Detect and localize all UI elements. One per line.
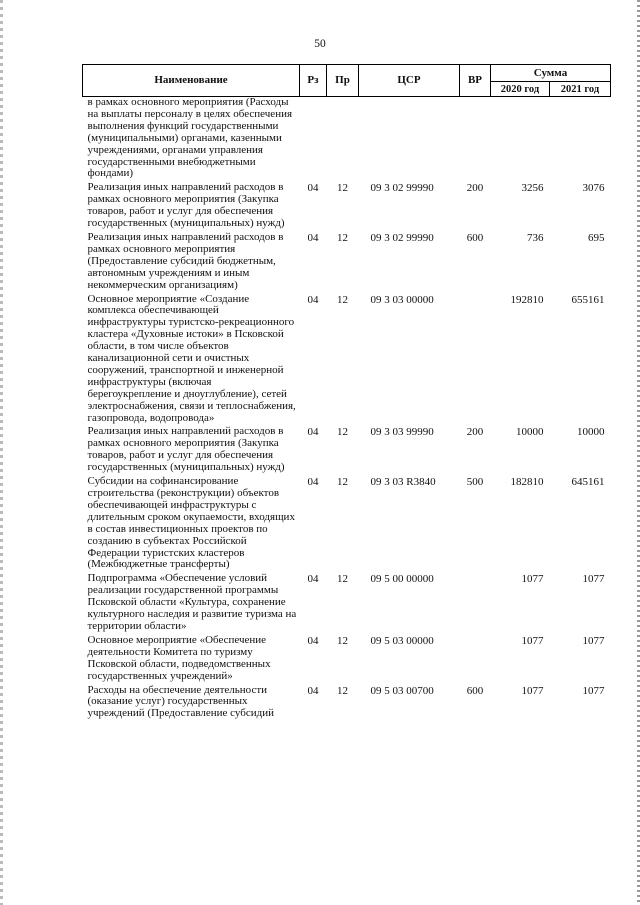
row-vr: 600 bbox=[466, 231, 484, 244]
row-name: Реализация иных направлений расходов в рамках основного мероприятия (Предоставление субсидий бюджетным, автономным учреждениям и иным некоммерческим организациям) bbox=[87, 230, 284, 291]
row-vr bbox=[460, 97, 491, 183]
row-sum-2021: 695 bbox=[588, 231, 605, 244]
header-csr: ЦСР bbox=[359, 65, 460, 97]
row-sum-2021: 645161 bbox=[571, 476, 605, 489]
row-rz: 04 bbox=[307, 476, 319, 489]
table-row bbox=[83, 476, 611, 573]
row-sum-2021: 10000 bbox=[577, 426, 605, 439]
budget-table bbox=[82, 64, 611, 722]
row-pr: 12 bbox=[337, 476, 348, 489]
row-pr: 12 bbox=[337, 684, 348, 697]
row-name: Подпрограмма «Обеспечение условий реализации государственной программы Псковской области «Культура, сохранение культурного наследия и развитие туризма на территории области» bbox=[87, 572, 297, 632]
table-row bbox=[83, 232, 611, 294]
row-name: Реализация иных направлений расходов в рамках основного мероприятия (Закупка товаров, работ и услуг для обеспечения государственных (муниципальных) нужд) bbox=[87, 181, 285, 230]
row-csr: 09 3 02 99990 bbox=[370, 182, 434, 195]
table-body bbox=[83, 97, 611, 723]
page-number: 50 bbox=[314, 38, 326, 50]
row-sum-2021: 1077 bbox=[582, 684, 605, 697]
row-sum-2021: 1077 bbox=[582, 573, 605, 586]
row-name: Основное мероприятие «Обеспечение деятельности Комитета по туризму Псковской области, подведомственных государственных учреждений» bbox=[87, 633, 271, 682]
row-sum-2020: 736 bbox=[527, 231, 544, 244]
row-rz: 04 bbox=[307, 182, 319, 195]
row-rz: 04 bbox=[307, 231, 319, 244]
row-pr: 12 bbox=[337, 231, 348, 244]
row-name: Субсидии на софинансирование строительства (реконструкции) объектов обеспечивающей инфраструктуры с длительным сроком окупаемости, входящих в состав инвестиционных проектов по созданию в субъектах Российской Федерации туристских кластеров (Межбюджетные трансферты) bbox=[87, 475, 295, 571]
row-vr: 500 bbox=[466, 476, 484, 489]
table-row bbox=[83, 573, 611, 635]
table-row bbox=[83, 97, 611, 183]
row-csr: 09 3 02 99990 bbox=[370, 231, 434, 244]
table-row bbox=[83, 685, 611, 723]
header-vr: ВР bbox=[460, 65, 491, 97]
row-vr: 200 bbox=[466, 182, 484, 195]
table-row bbox=[83, 426, 611, 476]
row-csr bbox=[359, 97, 460, 183]
row-sum-2020: 3256 bbox=[521, 182, 544, 195]
row-sum-2021: 655161 bbox=[571, 293, 605, 306]
row-csr: 09 5 03 00000 bbox=[370, 634, 434, 647]
row-sum-2020: 182810 bbox=[510, 476, 544, 489]
table-header bbox=[83, 65, 611, 97]
row-name: в рамках основного мероприятия (Расходы на выплаты персоналу в целях обеспечения выполнения функций государственными (муниципальными) органами, казенными учреждениями, органами управления государственными внебюджетными фондами) bbox=[87, 96, 293, 180]
row-name: Основное мероприятие «Создание комплекса обеспечивающей инфраструктуры туристско-рекреационного кластера «Духовные истоки» в Псковской области, в том числе объектов канализационной сети и очистных сооружений, транспортной и инженерной инфраструктуры (включая берегоукрепление и дноуглубление), сетей электроснабжения, связи и теплоснабжения, газопровода, водопровода» bbox=[87, 292, 296, 424]
header-pr: Пр bbox=[327, 65, 359, 97]
table-row bbox=[83, 294, 611, 427]
row-sum-2020: 1077 bbox=[521, 684, 544, 697]
row-sum-2020: 1077 bbox=[521, 573, 544, 586]
row-sum-2021 bbox=[550, 97, 611, 183]
row-pr: 12 bbox=[337, 634, 348, 647]
row-sum-2020 bbox=[491, 97, 550, 183]
row-name: Реализация иных направлений расходов в рамках основного мероприятия (Закупка товаров, работ и услуг для обеспечения государственных (муниципальных) нужд) bbox=[87, 425, 285, 474]
row-pr: 12 bbox=[337, 426, 348, 439]
row-rz: 04 bbox=[307, 426, 319, 439]
row-rz: 04 bbox=[307, 634, 319, 647]
row-csr: 09 5 00 00000 bbox=[370, 573, 434, 586]
row-rz bbox=[300, 97, 327, 183]
row-csr: 09 3 03 R3840 bbox=[370, 476, 436, 489]
row-pr: 12 bbox=[337, 573, 348, 586]
table-row bbox=[83, 182, 611, 232]
row-rz: 04 bbox=[307, 293, 319, 306]
row-vr: 600 bbox=[466, 684, 484, 697]
row-vr bbox=[460, 294, 491, 427]
row-pr: 12 bbox=[337, 293, 348, 306]
header-year-2020: 2020 год bbox=[491, 82, 550, 97]
row-vr: 200 bbox=[466, 426, 484, 439]
header-year-2021: 2021 год bbox=[550, 82, 611, 97]
row-sum-2020: 192810 bbox=[510, 293, 544, 306]
row-pr: 12 bbox=[337, 182, 348, 195]
header-name: Наименование bbox=[83, 65, 300, 97]
row-rz: 04 bbox=[307, 684, 319, 697]
header-rz: Рз bbox=[300, 65, 327, 97]
row-csr: 09 3 03 99990 bbox=[370, 426, 434, 439]
row-sum-2021: 3076 bbox=[582, 182, 605, 195]
header-sum: Сумма bbox=[491, 65, 611, 82]
scan-edge-left bbox=[0, 0, 3, 905]
row-name: Расходы на обеспечение деятельности (оказание услуг) государственных учреждений (Предоставление субсидий bbox=[87, 683, 274, 720]
row-sum-2021: 1077 bbox=[582, 634, 605, 647]
row-vr bbox=[460, 635, 491, 685]
row-vr bbox=[460, 573, 491, 635]
row-sum-2020: 1077 bbox=[521, 634, 544, 647]
row-pr bbox=[327, 97, 359, 183]
row-rz: 04 bbox=[307, 573, 319, 586]
row-sum-2020: 10000 bbox=[516, 426, 544, 439]
row-csr: 09 3 03 00000 bbox=[370, 293, 434, 306]
table-row bbox=[83, 635, 611, 685]
budget-table-container bbox=[82, 64, 610, 722]
row-csr: 09 5 03 00700 bbox=[370, 684, 434, 697]
